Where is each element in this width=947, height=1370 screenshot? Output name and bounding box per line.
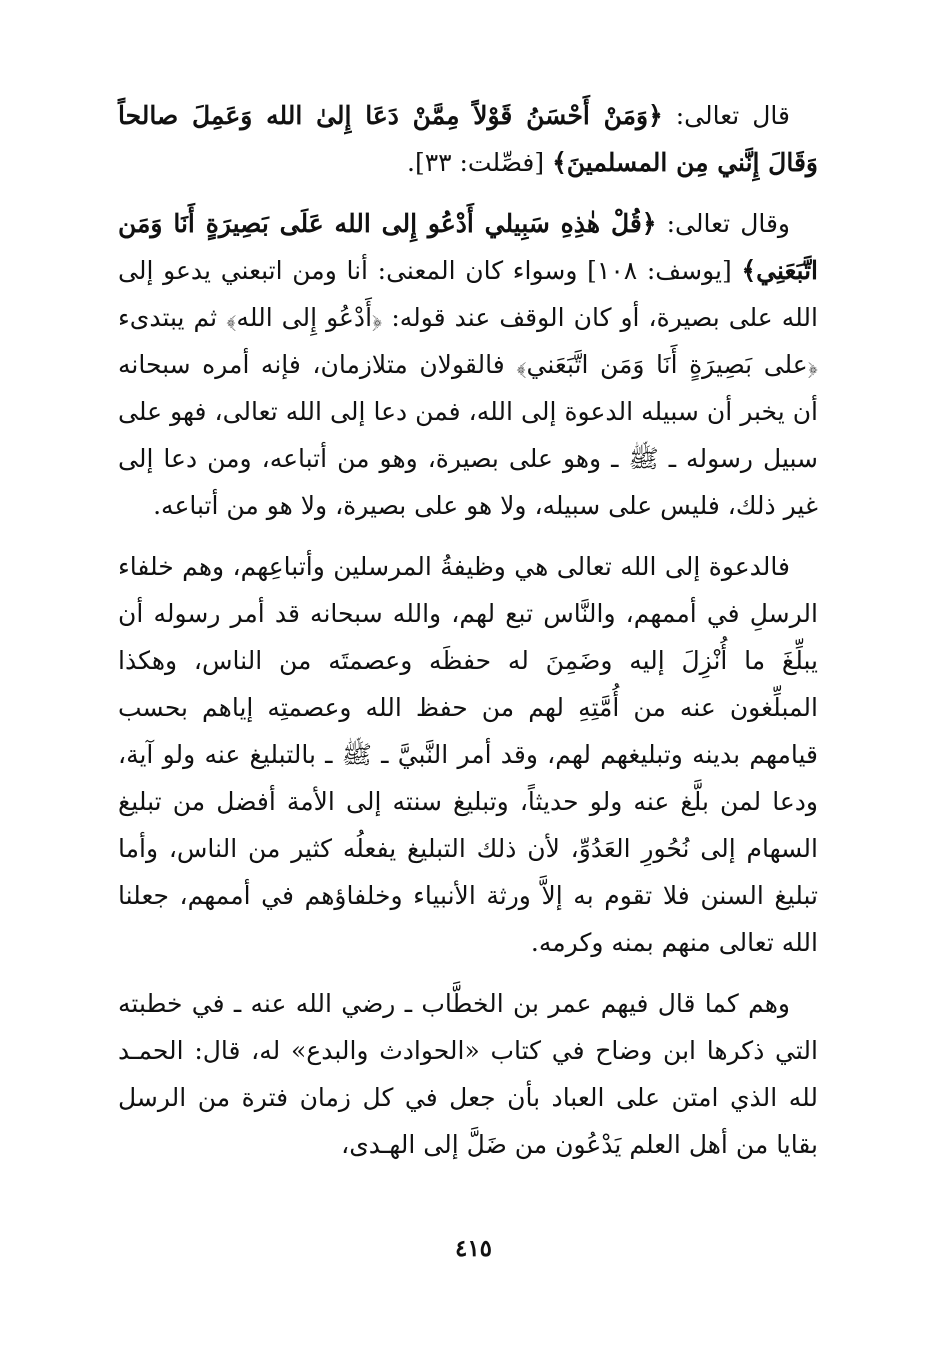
quran-verse: ﴿وَمَنْ أَحْسَنُ قَوْلاً مِمَّنْ دَعَا إِلىٰ الله وَعَمِلَ صالحاً وَقَالَ إِنَّني مِن المسلمينَ﴾	[118, 101, 818, 177]
paragraph-2	[118, 200, 818, 529]
page-body	[118, 92, 818, 1182]
page-number: ٤١٥	[454, 1235, 493, 1262]
quran-verse: ﴿قُلْ هٰذِهِ سَبِيلي أَدْعُو إِلى الله عَلَى بَصِيرَةٍ أَنَا وَمَن اتَّبَعَنِي﴾	[118, 209, 818, 285]
paragraph-text: [فصِّلت: ٣٣].	[407, 148, 553, 177]
paragraph-3	[118, 543, 818, 966]
paragraph-text: فالدعوة إلى الله تعالى هي وظيفةُ المرسلين وأتباعِهم، وهم خلفاء الرسلِ في أممهم، والنَّاس تبع لهم، والله سبحانه قد أمر رسوله أن يبلِّغَ ما أُنْزِلَ إليه وضَمِنَ له حفظَه وعصمتَه من الناس، وهكذا المبلِّغون عنه من أُمَّتِهِ لهم من حفظ الله وعصمتِه إياهم بحسب قيامهم بدينه وتبليغهم لهم، وقد أمر النَّبيَّ ـ ﷺ ـ بالتبليغ عنه ولو آية، ودعا لمن بلَّغ عنه ولو حديثاً، وتبليغ سنته إلى الأمة أفضل من تبليغ السهام إلى نُحُورِ العَدُوِّ، لأن ذلك التبليغ يفعلُه كثير من الناس، وأما تبليغ السنن فلا تقوم به إلاَّ ورثة الأنبياء وخلفاؤهم في أممهم، جعلنا الله تعالى منهم بمنه وكرمه.	[118, 552, 818, 957]
paragraph-4	[118, 980, 818, 1168]
paragraph-lead: قال تعالى:	[662, 101, 790, 130]
paragraph-1	[118, 92, 818, 186]
paragraph-text: وهم كما قال فيهم عمر بن الخطَّاب ـ رضي الله عنه ـ في خطبته التي ذكرها ابن وضاح في كتاب «الحوادث والبدع» له، قال: الحمـد لله الذي امتن على العباد بأن جعل في كل زمان فترة من الرسل بقايا من أهل العلم يَدْعُون من ضَلَّ إلى الهـدى،	[118, 989, 818, 1159]
paragraph-text: [يوسف: ١٠٨] وسواء كان المعنى: أنا ومن اتبعني يدعو إلى الله على بصيرة، أو كان الوقف عند قوله: ﴿أَدْعُو إِلى الله﴾ ثم يبتدىء ﴿على بَصِيرَةٍ أَنَا وَمَن اتَّبَعَني﴾ فالقولان متلازمان، فإنه أمره سبحانه أن يخبر أن سبيله الدعوة إلى الله، فمن دعا إلى الله تعالى، فهو على سبيل رسوله ـ ﷺ ـ وهو على بصيرة، وهو من أتباعه، ومن دعا إلى غير ذلك، فليس على سبيله، ولا هو على بصيرة، ولا هو من أتباعه.	[118, 256, 818, 520]
paragraph-lead: وقال تعالى:	[656, 209, 791, 238]
